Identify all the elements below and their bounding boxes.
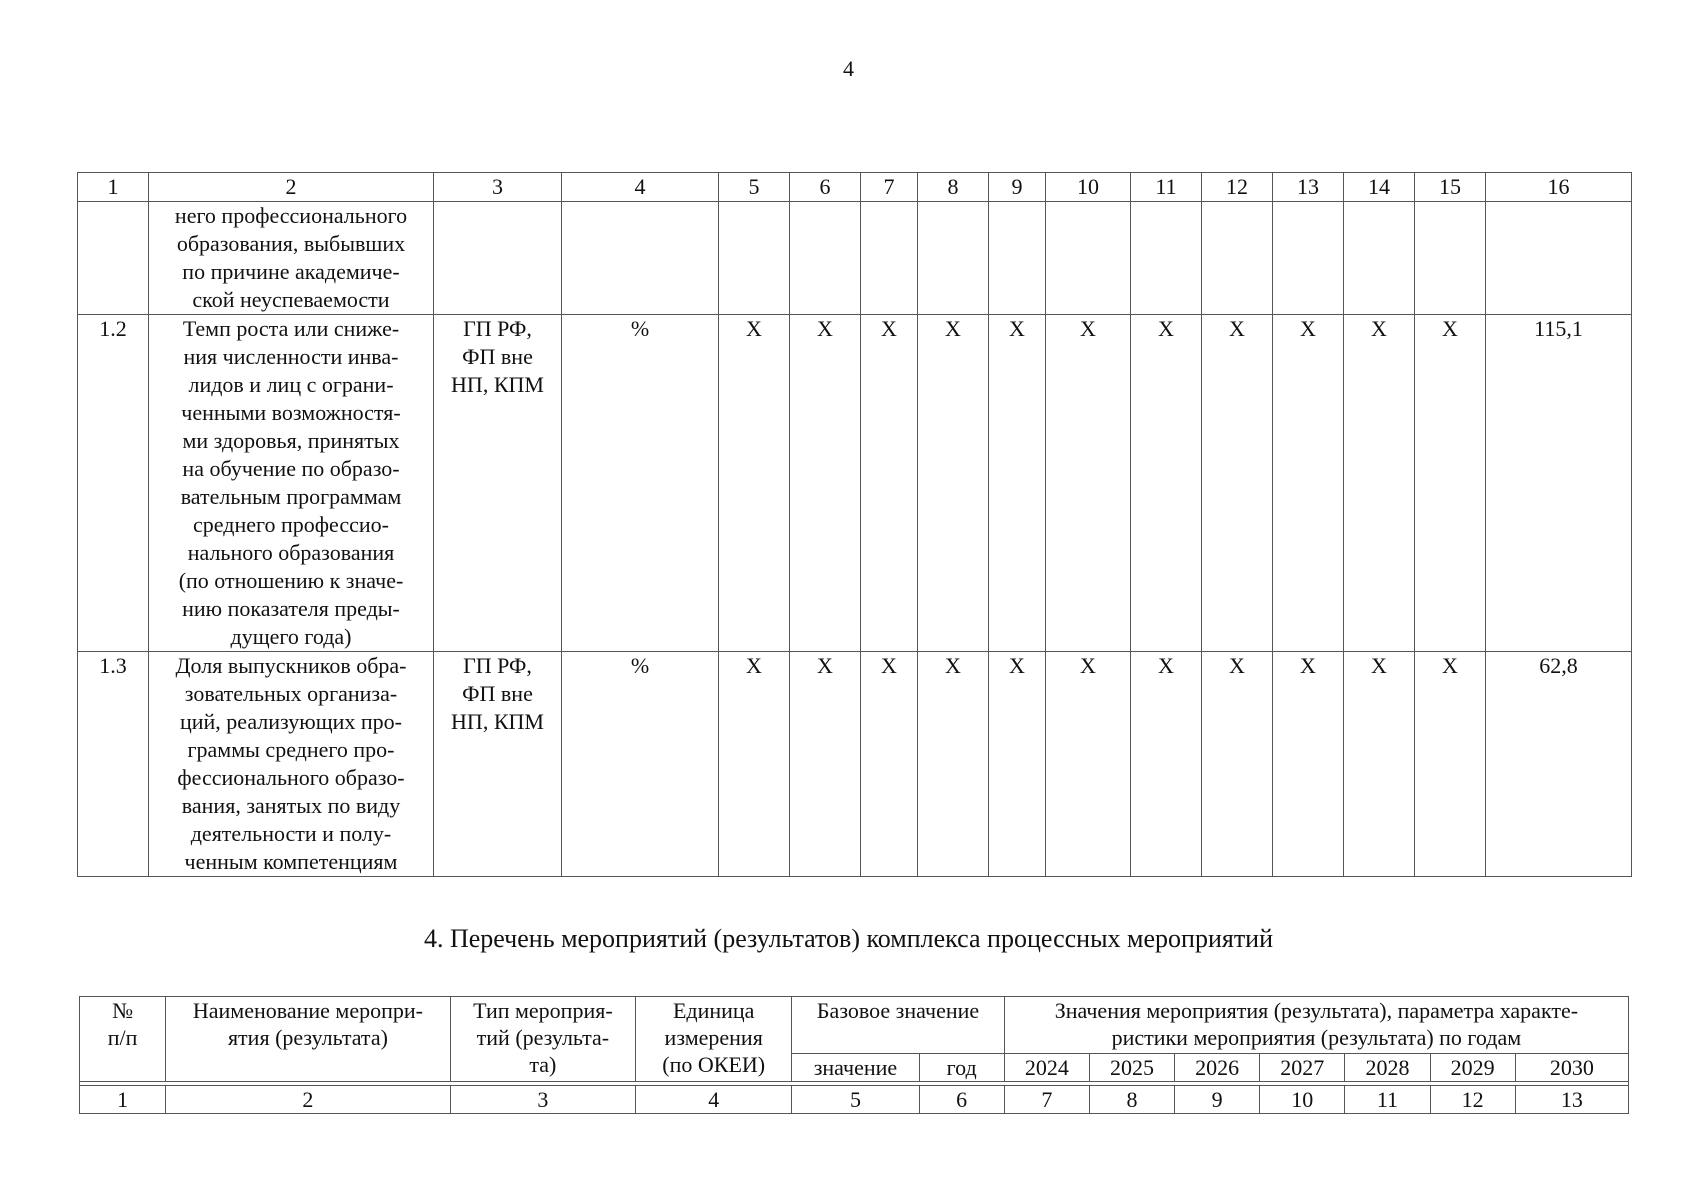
indicator-value-cell: X xyxy=(1273,652,1344,877)
indicator-value-cell xyxy=(1202,202,1273,315)
indicator-name-line: на обучение по образо- xyxy=(182,456,400,481)
indicator-value-cell: X xyxy=(1202,652,1273,877)
indicator-name-line: граммы среднего про- xyxy=(187,737,395,762)
column-number: 3 xyxy=(434,173,562,202)
indicator-name-line: лидов и лиц с ограни- xyxy=(188,372,394,397)
indicator-value-cell xyxy=(1046,202,1131,315)
indicator-name-line: ченными возможностя- xyxy=(181,400,401,425)
column-number: 9 xyxy=(989,173,1046,202)
indicator-value-cell: X xyxy=(719,652,790,877)
header-measure-name: Наименование меропри- ятия (результата) xyxy=(166,997,451,1082)
indicator-type-line: ФП вне xyxy=(462,681,533,706)
row-number: 1.3 xyxy=(78,652,149,877)
indicator-value-cell: X xyxy=(1273,315,1344,652)
header-number: № п/п xyxy=(80,997,166,1082)
header-measure-type: Тип мероприя- тий (результа- та) xyxy=(450,997,635,1082)
indicator-value-cell: X xyxy=(1415,652,1486,877)
indicator-unit: % xyxy=(562,315,719,652)
indicator-type xyxy=(434,202,562,315)
indicator-name-line: ской неуспеваемости xyxy=(192,287,390,312)
indicator-value-cell: 62,8 xyxy=(1486,652,1632,877)
column-number: 4 xyxy=(562,173,719,202)
column-number: 11 xyxy=(1345,1086,1430,1114)
column-number: 14 xyxy=(1344,173,1415,202)
table-row xyxy=(78,652,1632,877)
indicator-value-cell: X xyxy=(989,315,1046,652)
header-base-value: Базовое значение xyxy=(792,997,1004,1054)
column-number: 9 xyxy=(1175,1086,1260,1114)
indicator-value-cell xyxy=(918,202,989,315)
column-number: 1 xyxy=(78,173,149,202)
column-number: 2 xyxy=(166,1086,451,1114)
indicator-name-line: Темп роста или сниже- xyxy=(182,316,400,341)
indicator-name-line: Доля выпускников обра- xyxy=(175,653,407,678)
header-base-value-value: значение xyxy=(792,1054,919,1082)
column-number: 13 xyxy=(1273,173,1344,202)
indicator-name-line: вательным программам xyxy=(180,484,402,509)
row-number xyxy=(78,202,149,315)
indicator-value-cell: X xyxy=(1046,652,1131,877)
row-number: 1.2 xyxy=(78,315,149,652)
indicator-type-line: НП, КПМ xyxy=(451,372,544,397)
column-number-row xyxy=(80,1086,1629,1114)
column-number: 11 xyxy=(1131,173,1202,202)
column-number: 2 xyxy=(149,173,434,202)
indicator-value-cell xyxy=(1344,202,1415,315)
indicator-name-line: (по отношению к значе- xyxy=(178,568,404,593)
column-number: 6 xyxy=(790,173,861,202)
indicator-name-line: вания, занятых по виду xyxy=(181,793,401,818)
indicator-name-line: нию показателя преды- xyxy=(182,596,400,621)
indicator-value-cell: X xyxy=(790,652,861,877)
indicator-name-line: деятельности и полу- xyxy=(190,821,392,846)
indicator-value-cell xyxy=(989,202,1046,315)
indicator-value-cell: X xyxy=(1131,315,1202,652)
indicator-value-cell: X xyxy=(1415,315,1486,652)
column-number-row xyxy=(78,173,1632,202)
indicator-value-cell: X xyxy=(1344,652,1415,877)
header-unit: Единица измерения (по ОКЕИ) xyxy=(636,997,792,1082)
indicator-value-cell: X xyxy=(861,315,918,652)
indicator-type-line: НП, КПМ xyxy=(451,709,544,734)
indicator-name-line: по причине академиче- xyxy=(182,259,400,284)
header-base-value-year: год xyxy=(919,1054,1004,1082)
measures-table xyxy=(79,996,1629,1114)
column-number: 16 xyxy=(1486,173,1632,202)
header-year: 2025 xyxy=(1089,1054,1174,1082)
indicator-name-line: среднего профессио- xyxy=(193,512,389,537)
indicator-value-cell xyxy=(1415,202,1486,315)
indicator-name xyxy=(149,202,434,315)
indicator-name xyxy=(149,652,434,877)
indicator-value-cell: X xyxy=(989,652,1046,877)
column-number: 7 xyxy=(861,173,918,202)
header-year: 2026 xyxy=(1175,1054,1260,1082)
indicator-name-line: ций, реализующих про- xyxy=(179,709,403,734)
column-number: 12 xyxy=(1202,173,1273,202)
column-number: 13 xyxy=(1515,1086,1628,1114)
column-number: 8 xyxy=(918,173,989,202)
indicator-value-cell: X xyxy=(1202,315,1273,652)
header-year: 2028 xyxy=(1345,1054,1430,1082)
header-year: 2030 xyxy=(1515,1054,1628,1082)
indicator-type xyxy=(434,315,562,652)
header-year: 2029 xyxy=(1430,1054,1515,1082)
indicator-name-line: ния численности инва- xyxy=(183,344,399,369)
column-number: 15 xyxy=(1415,173,1486,202)
column-number: 10 xyxy=(1260,1086,1345,1114)
indicator-value-cell: X xyxy=(1131,652,1202,877)
header-row-1 xyxy=(80,997,1629,1054)
column-number: 5 xyxy=(792,1086,919,1114)
header-values-by-year: Значения мероприятия (результата), параметра характе- ристики мероприятия (результата) по годам xyxy=(1004,997,1628,1054)
indicator-name-line: фессионального образо- xyxy=(177,765,405,790)
header-year: 2027 xyxy=(1260,1054,1345,1082)
indicator-type-line: ГП РФ, xyxy=(463,316,532,341)
indicator-name-line: дущего года) xyxy=(230,624,352,649)
indicator-value-cell: 115,1 xyxy=(1486,315,1632,652)
indicator-name-line: него профессионального xyxy=(174,203,408,228)
indicator-value-cell: X xyxy=(1344,315,1415,652)
indicator-type xyxy=(434,652,562,877)
indicator-value-cell xyxy=(1486,202,1632,315)
column-number: 12 xyxy=(1430,1086,1515,1114)
column-number: 6 xyxy=(919,1086,1004,1114)
page-number: 4 xyxy=(843,56,854,81)
table-row xyxy=(78,202,1632,315)
column-number: 7 xyxy=(1004,1086,1089,1114)
indicator-name-line: ми здоровья, принятых xyxy=(182,428,400,453)
indicator-name-line: нального образования xyxy=(187,540,395,565)
indicators-table-continued xyxy=(77,172,1632,877)
indicator-unit: % xyxy=(562,652,719,877)
column-number: 1 xyxy=(80,1086,166,1114)
indicator-type-line: ФП вне xyxy=(462,344,533,369)
indicator-value-cell xyxy=(719,202,790,315)
indicator-unit xyxy=(562,202,719,315)
indicator-value-cell xyxy=(861,202,918,315)
indicator-value-cell xyxy=(1273,202,1344,315)
column-number: 5 xyxy=(719,173,790,202)
indicator-value-cell: X xyxy=(1046,315,1131,652)
column-number: 8 xyxy=(1089,1086,1174,1114)
indicator-value-cell: X xyxy=(861,652,918,877)
table-row xyxy=(78,315,1632,652)
indicator-value-cell: X xyxy=(790,315,861,652)
indicator-value-cell xyxy=(1131,202,1202,315)
column-number: 3 xyxy=(450,1086,635,1114)
column-number: 10 xyxy=(1046,173,1131,202)
section-title: 4. Перечень мероприятий (результатов) комплекса процессных мероприятий xyxy=(423,924,1274,953)
indicator-value-cell: X xyxy=(719,315,790,652)
indicator-value-cell: X xyxy=(918,652,989,877)
indicator-value-cell: X xyxy=(918,315,989,652)
indicator-name-line: ченным компетенциям xyxy=(184,849,398,874)
indicator-value-cell xyxy=(790,202,861,315)
column-number: 4 xyxy=(636,1086,792,1114)
indicator-type-line: ГП РФ, xyxy=(463,653,532,678)
indicator-name-line: зовательных организа- xyxy=(184,681,398,706)
indicator-name xyxy=(149,315,434,652)
indicator-name-line: образования, выбывших xyxy=(176,231,406,256)
header-year: 2024 xyxy=(1004,1054,1089,1082)
